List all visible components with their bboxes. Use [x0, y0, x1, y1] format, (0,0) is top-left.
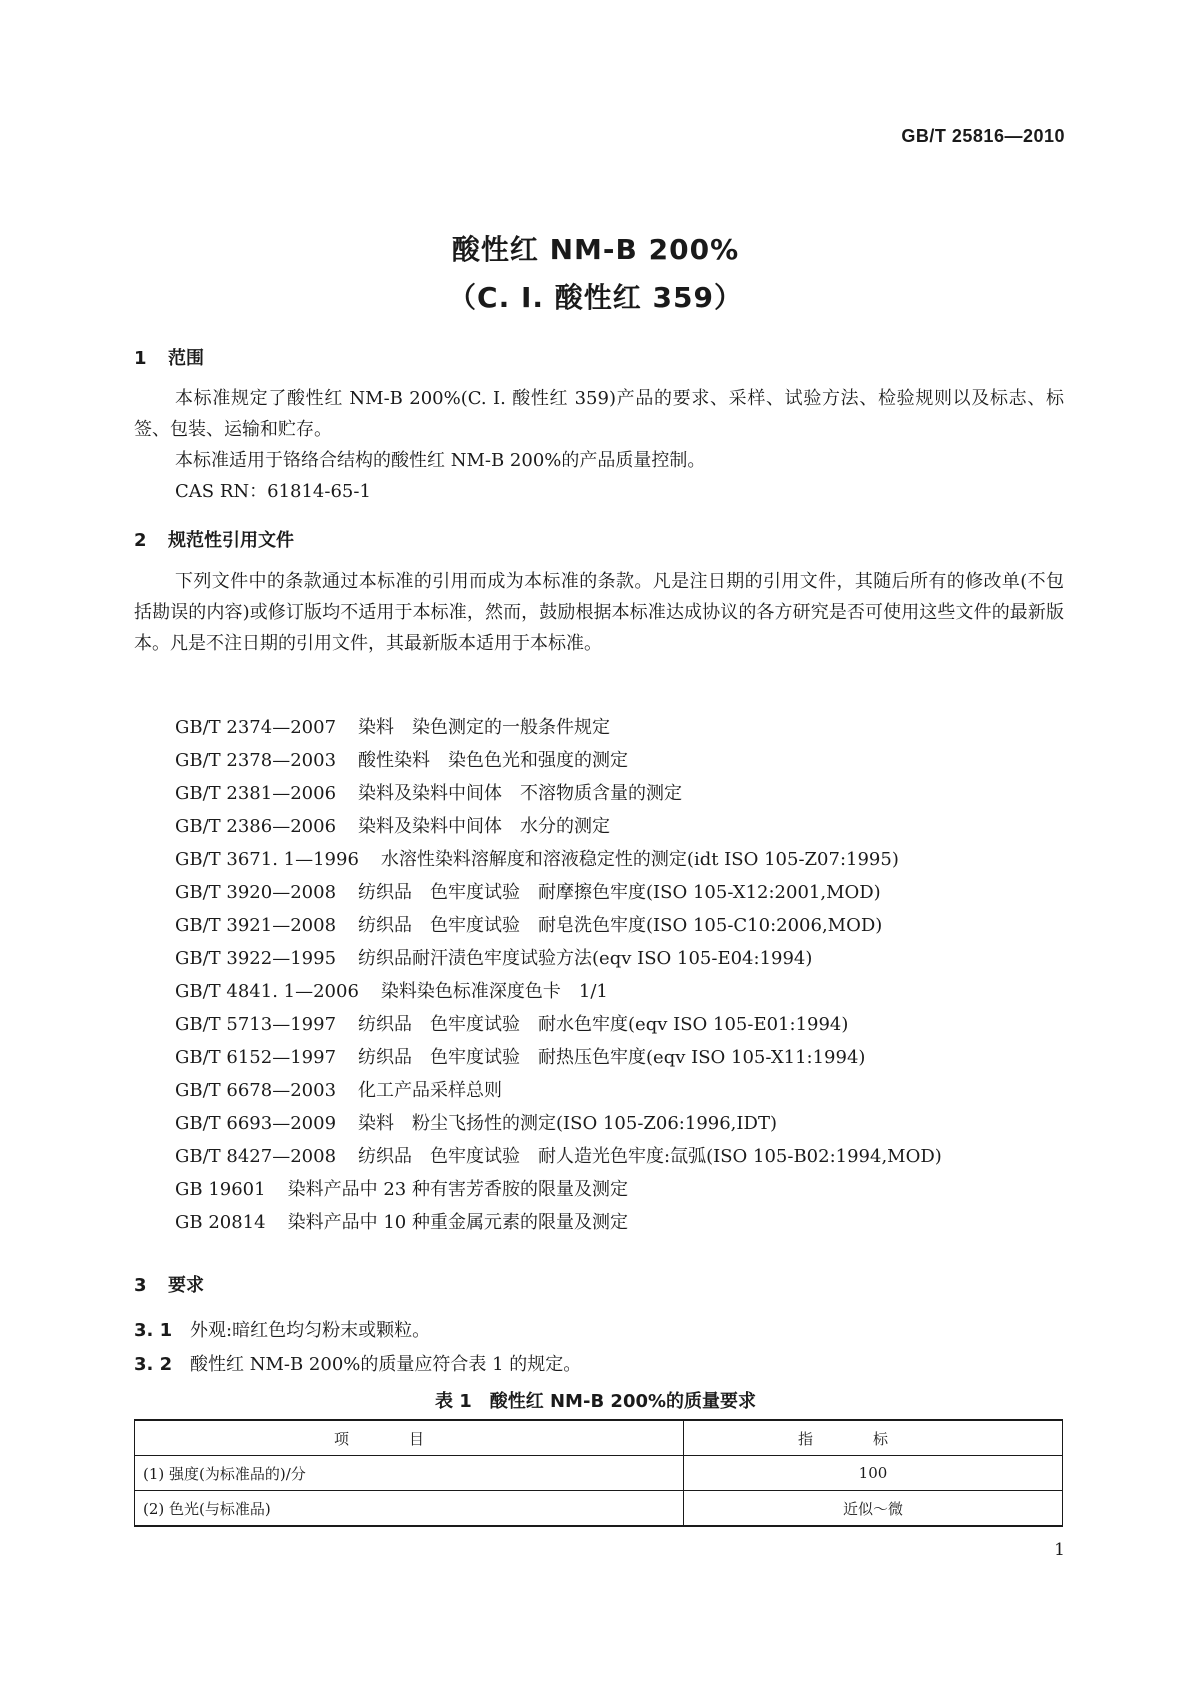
table-cell-item: (2) 色光(与标准品) — [135, 1491, 684, 1527]
cas-number-paragraph: CAS RN：61814-65-1 — [175, 481, 371, 502]
reference-item — [175, 843, 942, 876]
reference-title: 染料 染色测定的一般条件规定 — [358, 717, 611, 738]
document-title: 酸性红 NM-B 200% — [451, 233, 740, 266]
reference-list — [175, 711, 942, 1239]
reference-item — [175, 1074, 942, 1107]
reference-item — [175, 876, 942, 909]
reference-title: 染料染色标准深度色卡 1/1 — [380, 981, 608, 1002]
requirement-text: 外观:暗红色均匀粉末或颗粒。 — [190, 1320, 431, 1341]
section-1-heading — [134, 344, 204, 370]
section-2-title: 规范性引用文件 — [168, 530, 294, 551]
applicability-paragraph: 本标准适用于铬络合结构的酸性红 NM-B 200%的产品质量控制。 — [175, 450, 706, 471]
reference-code: GB/T 2381—2006 — [175, 783, 337, 804]
reference-code: GB/T 3920—2008 — [175, 882, 337, 903]
section-1-number: 1 — [134, 348, 147, 369]
reference-code: GB/T 2374—2007 — [175, 717, 337, 738]
table-cell-value: 100 — [684, 1456, 1063, 1491]
reference-title: 染料及染料中间体 水分的测定 — [358, 816, 611, 837]
reference-code: GB/T 5713—1997 — [175, 1014, 337, 1035]
reference-item — [175, 777, 942, 810]
section-2-intro — [134, 566, 1064, 659]
reference-item — [175, 711, 942, 744]
reference-code: GB/T 3921—2008 — [175, 915, 337, 936]
reference-item — [175, 1041, 942, 1074]
reference-item — [175, 942, 942, 975]
reference-title: 酸性染料 染色色光和强度的测定 — [358, 750, 629, 771]
document-subtitle: （C. I. 酸性红 359） — [448, 281, 743, 314]
reference-title: 染料 粉尘飞扬性的测定(ISO 105-Z06:1996,IDT) — [358, 1113, 777, 1134]
reference-code: GB/T 2378—2003 — [175, 750, 337, 771]
table-cell-item: (1) 强度(为标准品的)/分 — [135, 1456, 684, 1491]
section-1-title: 范围 — [168, 348, 204, 369]
reference-code: GB/T 4841. 1—2006 — [175, 981, 359, 1002]
section-3-heading — [134, 1271, 204, 1297]
reference-title: 化工产品采样总则 — [358, 1080, 503, 1101]
table-row — [135, 1456, 1063, 1491]
reference-title: 纺织品 色牢度试验 耐水色牢度(eqv ISO 105-E01:1994) — [358, 1014, 849, 1035]
reference-item — [175, 1206, 942, 1239]
page-number: 1 — [1054, 1540, 1065, 1560]
reference-code: GB/T 6693—2009 — [175, 1113, 337, 1134]
reference-title: 纺织品 色牢度试验 耐热压色牢度(eqv ISO 105-X11:1994) — [358, 1047, 866, 1068]
section-1-body — [134, 383, 1064, 507]
table-caption: 表 1 酸性红 NM-B 200%的质量要求 — [434, 1391, 757, 1412]
reference-item — [175, 1107, 942, 1140]
reference-code: GB/T 6678—2003 — [175, 1080, 337, 1101]
table-cell-value: 近似～微 — [684, 1491, 1063, 1527]
reference-code: GB/T 8427—2008 — [175, 1146, 337, 1167]
reference-title: 水溶性染料溶解度和溶液稳定性的测定(idt ISO 105-Z07:1995) — [380, 849, 899, 870]
section-2-heading — [134, 526, 294, 552]
scope-paragraph: 本标准规定了酸性红 NM-B 200%(C. I. 酸性红 359)产品的要求、采样、试验方法、检验规则以及标志、标签、包装、运输和贮存。 — [134, 388, 1064, 440]
reference-title: 染料产品中 23 种有害芳香胺的限量及测定 — [287, 1179, 628, 1200]
requirement-text: 酸性红 NM-B 200%的质量应符合表 1 的规定。 — [190, 1354, 582, 1375]
reference-title: 纺织品 色牢度试验 耐摩擦色牢度(ISO 105-X12:2001,MOD) — [358, 882, 881, 903]
reference-item — [175, 1008, 942, 1041]
requirement-number: 3. 2 — [134, 1354, 173, 1375]
reference-item — [175, 810, 942, 843]
requirement-3-2 — [134, 1350, 581, 1376]
reference-title: 纺织品耐汗渍色牢度试验方法(eqv ISO 105-E04:1994) — [358, 948, 813, 969]
normative-references-intro: 下列文件中的条款通过本标准的引用而成为本标准的条款。凡是注日期的引用文件，其随后所有的修改单(不包括勘误的内容)或修订版均不适用于本标准，然而，鼓励根据本标准达成协议的各方研究是否可使用这些文件的最新版本。凡是不注日期的引用文件，其最新版本适用于本标准。 — [134, 571, 1064, 654]
reference-title: 染料及染料中间体 不溶物质含量的测定 — [358, 783, 683, 804]
column-header-spec: 指标 — [684, 1420, 1063, 1456]
section-3-title: 要求 — [168, 1275, 204, 1296]
table-header-row — [135, 1420, 1063, 1456]
column-header-item: 项目 — [135, 1420, 684, 1456]
section-3-number: 3 — [134, 1275, 147, 1296]
standard-code: GB/T 25816—2010 — [901, 126, 1065, 146]
reference-title: 染料产品中 10 种重金属元素的限量及测定 — [287, 1212, 628, 1233]
reference-code: GB/T 3922—1995 — [175, 948, 337, 969]
reference-title: 纺织品 色牢度试验 耐皂洗色牢度(ISO 105-C10:2006,MOD) — [358, 915, 883, 936]
quality-requirements-table — [134, 1419, 1063, 1527]
reference-title: 纺织品 色牢度试验 耐人造光色牢度:氙弧(ISO 105-B02:1994,MOD) — [358, 1146, 942, 1167]
table-row — [135, 1491, 1063, 1527]
reference-item — [175, 975, 942, 1008]
section-2-number: 2 — [134, 530, 147, 551]
reference-code: GB 19601 — [175, 1179, 266, 1200]
reference-code: GB 20814 — [175, 1212, 266, 1233]
reference-item — [175, 1140, 942, 1173]
requirement-3-1 — [134, 1316, 430, 1342]
reference-code: GB/T 6152—1997 — [175, 1047, 337, 1068]
reference-code: GB/T 3671. 1—1996 — [175, 849, 359, 870]
reference-item — [175, 909, 942, 942]
reference-item — [175, 744, 942, 777]
requirement-number: 3. 1 — [134, 1320, 173, 1341]
reference-item — [175, 1173, 942, 1206]
reference-code: GB/T 2386—2006 — [175, 816, 337, 837]
